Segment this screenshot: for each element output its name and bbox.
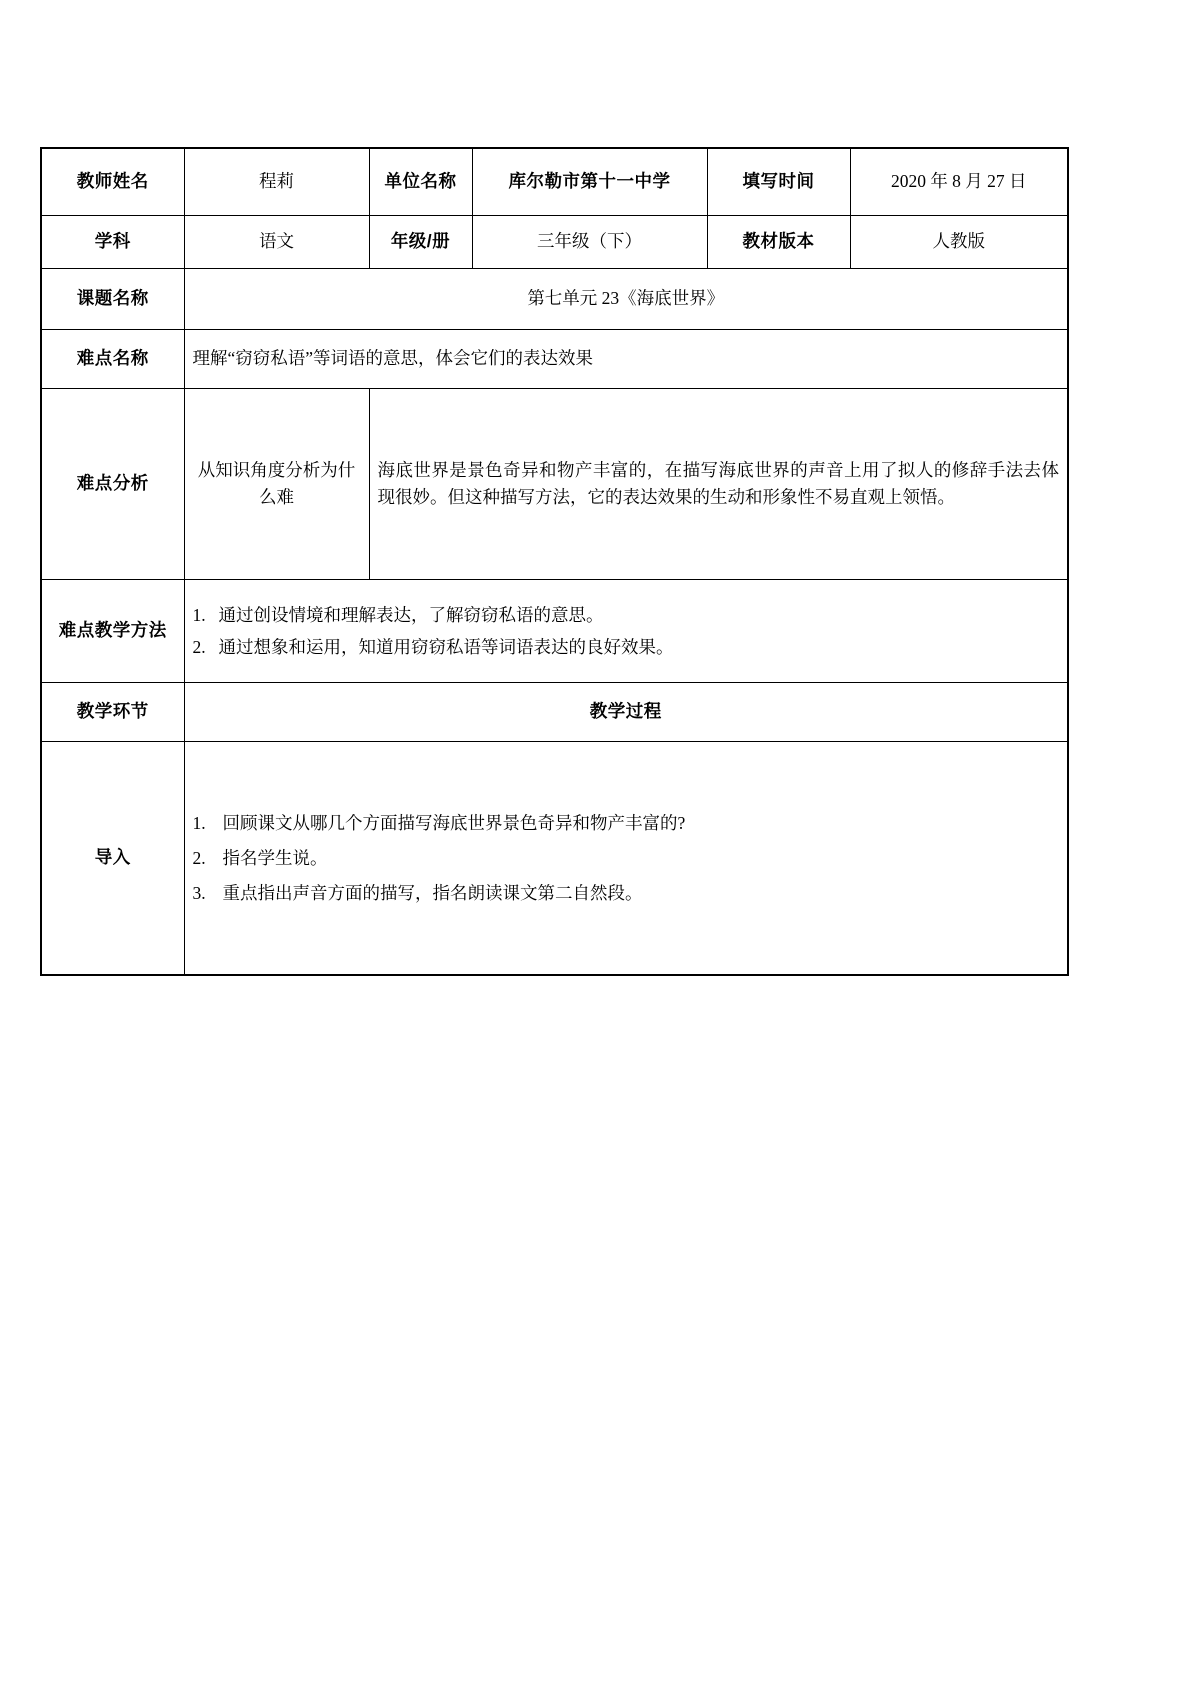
list-item-text: 通过想象和运用，知道用窃窃私语等词语表达的良好效果。 [218,637,674,657]
teaching-method-list [193,599,1060,664]
value-grade: 三年级（下） [472,216,707,269]
list-item-number: 1. [192,604,206,625]
table-row-teaching-method [41,580,1068,683]
label-difficulty-analysis: 难点分析 [41,389,184,580]
value-textbook-version: 人教版 [850,216,1068,269]
list-item [193,841,1060,876]
value-analysis-text: 海底世界是景色奇异和物产丰富的，在描写海底世界的声音上用了拟人的修辞手法去体现很妙。但这种描写方法，它的表达效果的生动和形象性不易直观上领悟。 [369,389,1068,580]
table-row-subject-info [41,216,1068,269]
table-row-teacher-info [41,148,1068,216]
label-fill-time: 填写时间 [707,148,850,216]
label-topic-name: 课题名称 [41,269,184,330]
list-item-number: 2. [192,637,206,657]
value-unit-name: 库尔勒市第十一中学 [472,148,707,216]
list-item-number: 2. [192,847,206,868]
label-teaching-stage: 教学环节 [41,683,184,742]
list-item-number: 3. [192,882,206,903]
list-item-number: 1. [192,812,206,833]
value-fill-time: 2020 年 8 月 27 日 [850,148,1068,216]
label-grade: 年级/册 [369,216,472,269]
list-item [193,806,1060,841]
value-subject: 语文 [184,216,369,269]
table-row-import [41,742,1068,976]
list-item-text: 指名学生说。 [222,847,328,868]
label-analysis-sublabel: 从知识角度分析为什么难 [184,389,369,580]
value-topic-name: 第七单元 23《海底世界》 [184,269,1068,330]
value-difficulty-name: 理解“窃窃私语”等词语的意思，体会它们的表达效果 [184,330,1068,389]
label-subject: 学科 [41,216,184,269]
table-row-difficulty-analysis [41,389,1068,580]
table-row-topic [41,269,1068,330]
list-item [193,599,1060,631]
label-unit-name: 单位名称 [369,148,472,216]
label-textbook-version: 教材版本 [707,216,850,269]
list-item-text: 回顾课文从哪几个方面描写海底世界景色奇异和物产丰富的? [222,812,686,833]
label-teaching-process: 教学过程 [184,683,1068,742]
table-row-difficulty-name [41,330,1068,389]
lesson-plan-table [40,147,1069,976]
import-list-cell [184,742,1068,976]
table-row-process-header [41,683,1068,742]
label-difficulty-name: 难点名称 [41,330,184,389]
import-list [193,806,1060,911]
list-item-text: 通过创设情境和理解表达，了解窃窃私语的意思。 [218,604,604,625]
teaching-method-list-cell [184,580,1068,683]
label-import: 导入 [41,742,184,976]
value-teacher-name: 程莉 [184,148,369,216]
label-teacher-name: 教师姓名 [41,148,184,216]
list-item [193,876,1060,911]
label-teaching-method: 难点教学方法 [41,580,184,683]
list-item-text: 重点指出声音方面的描写，指名朗读课文第二自然段。 [222,882,643,903]
list-item [193,631,1060,663]
